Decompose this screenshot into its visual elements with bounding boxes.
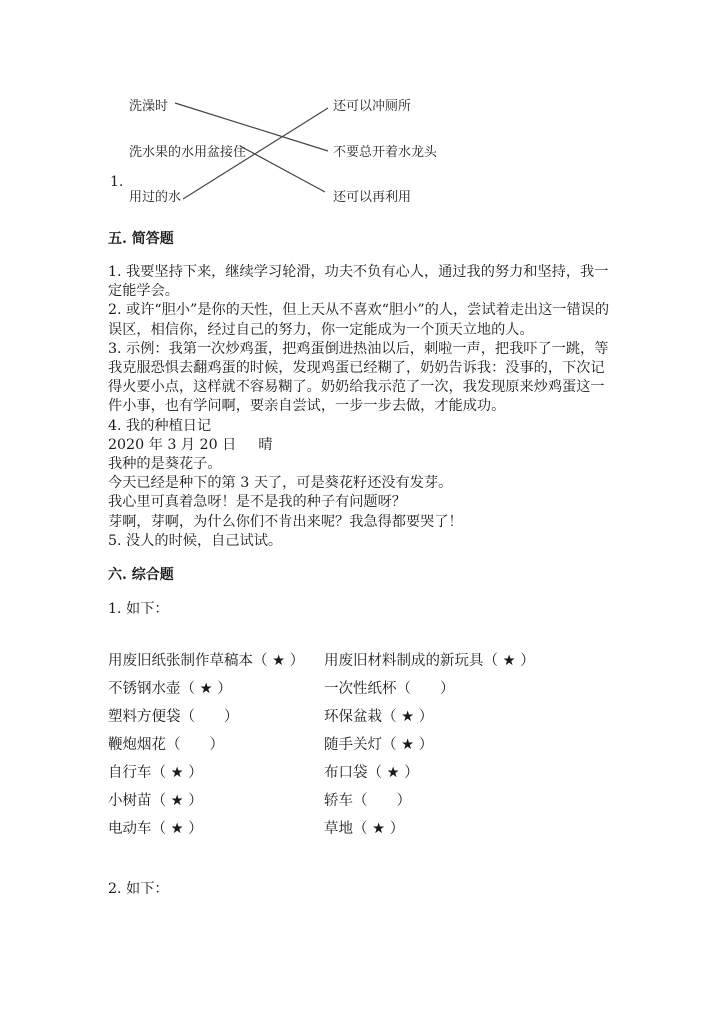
answer-1: 1. 我要坚持下来，继续学习轮滑，功夫不负有心人，通过我的努力和坚持，我一定能学会。 — [108, 264, 609, 300]
section6-q1-label: 1. 如下： — [108, 601, 169, 617]
left-item-bath: 洗澡时 — [129, 99, 169, 114]
right-item-2: 环保盆栽（ ★ ） — [324, 709, 434, 725]
answer-2: 2. 或许“胆小”是你的天性，但上天从不喜欢“胆小”的人，尝试着走出这一错误的误区，相信你，经过自己的努力，你一定能成为一个顶天立地的人。 — [108, 302, 610, 338]
right-item-3: 随手关灯（ ★ ） — [324, 737, 434, 753]
line-fruitwater-to-reuse — [240, 146, 325, 192]
left-item-fruit-water: 洗水果的水用盆接住 — [129, 145, 247, 160]
left-item-6: 电动车（ ★ ） — [108, 821, 203, 837]
answer-4-line-2: 今天已经是种下的第 3 天了，可是葵花籽还没有发芽。 — [108, 475, 453, 492]
section5-title: 五. 简答题 — [108, 231, 174, 247]
answer-3: 3. 示例：我第一次炒鸡蛋，把鸡蛋倒进热油以后，刺啦一声，把我吓了一跳，等我克服恐惧去翻鸡蛋的时候，发现鸡蛋已经糊了，奶奶告诉我：没事的，下次记得火要小点，这样就不容易糊了。奶奶给我示范了一次，我发现原来炒鸡蛋这一件小事，也有学问啊，要亲自尝试，一步一步去做，才能成功。 — [108, 340, 609, 415]
section6-q2-label: 2. 如下： — [108, 881, 169, 897]
right-item-5: 轿车（ ） — [324, 793, 411, 809]
left-item-1: 不锈钢水壶（ ★ ） — [108, 681, 232, 697]
right-item-6: 草地（ ★ ） — [324, 821, 405, 837]
diary-date: 2020 年 3 月 20 日 — [108, 436, 237, 453]
answer-5: 5. 没人的时候，自己试试。 — [108, 532, 283, 549]
answer-4-line-3: 我心里可真着急呀！是不是我的种子有问题呀？ — [108, 494, 406, 511]
right-item-1: 一次性纸杯（ ） — [324, 681, 455, 697]
left-item-2: 塑料方便袋（ ） — [108, 709, 239, 725]
right-item-0: 用废旧材料制成的新玩具（ ★ ） — [324, 653, 535, 669]
left-item-4: 自行车（ ★ ） — [108, 765, 203, 781]
section5-answers — [108, 263, 618, 551]
diary-weather: 晴 — [258, 436, 273, 453]
section6-title: 六. 综合题 — [108, 567, 174, 583]
left-item-0: 用废旧纸张制作草稿本（ ★ ） — [108, 653, 305, 669]
answer-4-title: 4. 我的种植日记 — [108, 417, 212, 434]
right-item-4: 布口袋（ ★ ） — [324, 765, 419, 781]
right-item-reuse: 还可以再利用 — [333, 190, 412, 205]
left-item-5: 小树苗（ ★ ） — [108, 793, 203, 809]
left-item-used-water: 用过的水 — [129, 190, 182, 205]
right-item-flush-toilet: 还可以冲厕所 — [333, 99, 412, 114]
matching-question-number: 1. — [110, 174, 124, 190]
left-item-3: 鞭炮烟花（ ） — [108, 737, 224, 753]
answer-4-date-line — [108, 436, 618, 455]
right-item-faucet: 不要总开着水龙头 — [333, 145, 438, 160]
answer-4-line-1: 我种的是葵花子。 — [108, 456, 222, 473]
answer-4-line-4: 芽啊，芽啊，为什么你们不肯出来呢？我急得都要哭了！ — [108, 513, 463, 530]
